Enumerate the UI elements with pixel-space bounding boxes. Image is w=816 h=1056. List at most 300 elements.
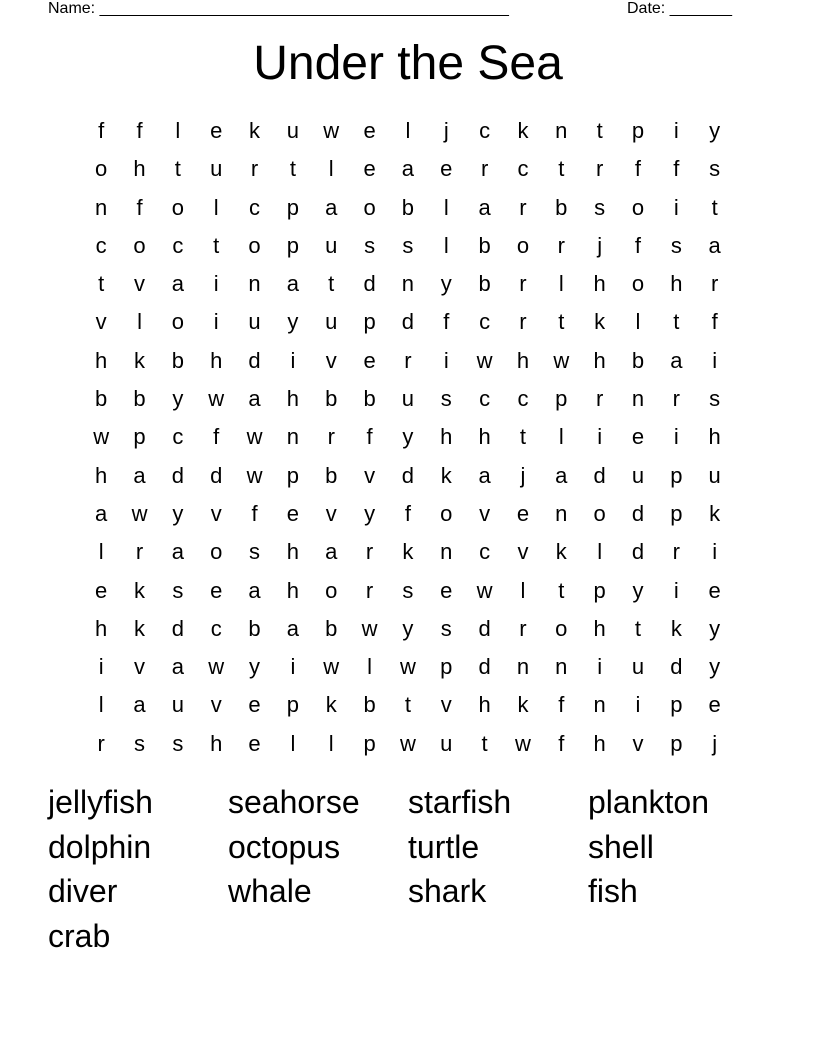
- grid-letter: n: [286, 424, 300, 450]
- grid-letter: n: [440, 539, 453, 565]
- word-list-item: plankton: [588, 784, 709, 820]
- grid-letter: p: [593, 577, 606, 603]
- grid-letter: l: [137, 309, 142, 335]
- grid-letter: e: [248, 692, 261, 718]
- grid-letter: i: [712, 539, 718, 565]
- grid-letter: p: [286, 462, 300, 488]
- grid-letter: n: [516, 654, 530, 680]
- grid-letter: f: [558, 692, 565, 718]
- grid-letter: t: [711, 194, 718, 220]
- grid-letter: b: [363, 386, 376, 412]
- grid-letter: u: [325, 232, 338, 258]
- grid-letter: s: [134, 730, 146, 756]
- word-list-item: octopus: [228, 828, 341, 865]
- grid-letter: v: [632, 730, 644, 756]
- grid-letter: o: [555, 615, 568, 641]
- grid-letter: a: [478, 462, 491, 488]
- grid-letter: k: [555, 539, 567, 565]
- grid-letter: t: [404, 692, 411, 718]
- grid-letter: r: [519, 309, 527, 335]
- grid-row: [82, 725, 734, 763]
- grid-letter: w: [323, 654, 340, 680]
- grid-letter: l: [443, 232, 449, 258]
- grid-letter: r: [519, 194, 527, 220]
- grid-letter: p: [631, 118, 645, 143]
- grid-letter: a: [286, 271, 300, 297]
- grid-letter: a: [708, 232, 721, 258]
- grid-letter: s: [709, 156, 721, 182]
- grid-letter: k: [670, 615, 682, 641]
- grid-letter: f: [711, 309, 718, 335]
- grid-letter: a: [95, 500, 108, 526]
- grid-letter: k: [440, 462, 452, 488]
- grid-letter: y: [402, 615, 414, 641]
- grid-letter: r: [97, 730, 105, 756]
- grid-letter: a: [248, 386, 261, 412]
- grid-letter: i: [213, 309, 219, 335]
- grid-letter: w: [208, 386, 225, 412]
- grid-letter: b: [555, 194, 568, 220]
- grid-letter: f: [443, 309, 450, 335]
- grid-letter: w: [399, 730, 416, 756]
- grid-letter: e: [363, 347, 376, 373]
- grid-letter: i: [673, 118, 679, 143]
- grid-letter: h: [593, 347, 606, 373]
- grid-letter: i: [673, 424, 679, 450]
- date-field-label: Date: _______: [627, 0, 732, 17]
- grid-letter: a: [133, 462, 146, 488]
- grid-letter: h: [286, 386, 300, 412]
- grid-letter: l: [175, 118, 181, 143]
- grid-letter: i: [673, 194, 679, 220]
- grid-letter: t: [213, 232, 220, 258]
- grid-letter: a: [171, 539, 184, 565]
- grid-letter: r: [365, 539, 374, 565]
- grid-letter: i: [290, 654, 296, 680]
- word-list-item: shell: [588, 828, 654, 865]
- grid-letter: h: [593, 271, 606, 297]
- grid-letter: k: [249, 118, 261, 143]
- grid-letter: e: [516, 500, 530, 526]
- grid-letter: k: [594, 309, 606, 335]
- grid-letter: p: [670, 692, 683, 718]
- grid-letter: l: [597, 539, 603, 565]
- word-list: [48, 780, 768, 958]
- grid-letter: f: [136, 194, 143, 220]
- grid-letter: j: [712, 730, 718, 756]
- grid-letter: s: [172, 577, 184, 603]
- grid-letter: a: [248, 577, 261, 603]
- grid-letter: p: [670, 500, 683, 526]
- grid-letter: i: [443, 347, 449, 373]
- grid-letter: f: [558, 730, 565, 756]
- grid-letter: y: [632, 577, 644, 603]
- grid-letter: w: [553, 347, 570, 373]
- grid-letter: d: [478, 615, 491, 641]
- grid-letter: c: [479, 118, 491, 143]
- grid-letter: w: [246, 424, 263, 450]
- grid-letter: c: [95, 232, 107, 258]
- grid-letter: t: [558, 309, 565, 335]
- grid-letter: p: [133, 424, 146, 450]
- grid-letter: c: [210, 615, 222, 641]
- grid-letter: v: [134, 654, 146, 680]
- grid-letter: w: [515, 730, 531, 756]
- grid-row: [82, 648, 734, 686]
- grid-letter: e: [631, 424, 645, 450]
- grid-letter: a: [171, 654, 184, 680]
- grid-letter: e: [95, 577, 108, 603]
- grid-letter: i: [290, 347, 296, 373]
- grid-letter: a: [555, 462, 568, 488]
- grid-letter: r: [250, 156, 259, 182]
- grid-letter: a: [133, 692, 146, 718]
- grid-letter: s: [594, 194, 606, 220]
- grid-letter: j: [597, 232, 603, 258]
- grid-letter: a: [171, 271, 184, 297]
- grid-letter: c: [517, 156, 529, 182]
- grid-letter: i: [98, 654, 104, 680]
- grid-letter: k: [402, 539, 414, 565]
- grid-letter: d: [631, 500, 645, 526]
- grid-row: [82, 189, 734, 227]
- grid-letter: d: [401, 462, 415, 488]
- grid-letter: w: [208, 654, 225, 680]
- grid-letter: d: [171, 615, 184, 641]
- grid-letter: c: [172, 424, 184, 450]
- grid-letter: u: [401, 386, 415, 412]
- grid-letter: v: [517, 539, 529, 565]
- word-list-item: crab: [48, 917, 111, 954]
- grid-letter: r: [672, 539, 680, 565]
- grid-letter: n: [248, 271, 261, 297]
- grid-letter: t: [558, 156, 565, 182]
- grid-letter: d: [401, 309, 415, 335]
- grid-letter: t: [673, 309, 680, 335]
- grid-letter: s: [670, 232, 682, 258]
- grid-letter: k: [325, 692, 337, 718]
- grid-letter: k: [134, 347, 146, 373]
- grid-letter: n: [555, 118, 568, 143]
- grid-letter: r: [404, 347, 412, 373]
- grid-letter: o: [248, 232, 261, 258]
- word-list-item: turtle: [408, 828, 480, 865]
- grid-letter: o: [516, 232, 530, 258]
- grid-letter: y: [709, 118, 721, 143]
- grid-letter: l: [367, 654, 373, 680]
- grid-letter: h: [286, 577, 300, 603]
- grid-letter: b: [401, 194, 415, 220]
- grid-letter: c: [249, 194, 261, 220]
- grid-letter: e: [210, 118, 223, 143]
- grid-letter: l: [520, 577, 526, 603]
- grid-letter: b: [325, 462, 338, 488]
- grid-letter: k: [517, 118, 529, 143]
- grid-letter: o: [133, 232, 146, 258]
- grid-letter: r: [595, 386, 604, 412]
- grid-letter: u: [708, 462, 721, 488]
- grid-letter: s: [440, 615, 452, 641]
- grid-letter: p: [286, 232, 300, 258]
- grid-letter: w: [476, 577, 493, 603]
- grid-letter: s: [709, 386, 721, 412]
- grid-letter: h: [95, 347, 108, 373]
- grid-letter: u: [171, 692, 184, 718]
- grid-letter: t: [558, 577, 565, 603]
- grid-letter: f: [366, 424, 373, 450]
- letter-grid: [82, 112, 734, 763]
- grid-letter: l: [213, 194, 219, 220]
- grid-letter: b: [325, 386, 338, 412]
- grid-row: [82, 265, 734, 303]
- grid-letter: e: [708, 577, 721, 603]
- grid-letter: l: [635, 309, 641, 335]
- grid-letter: j: [443, 118, 449, 143]
- grid-letter: l: [98, 692, 104, 718]
- grid-letter: b: [325, 615, 338, 641]
- grid-letter: k: [134, 615, 146, 641]
- grid-letter: o: [325, 577, 338, 603]
- grid-letter: n: [95, 194, 108, 220]
- grid-letter: k: [709, 500, 721, 526]
- grid-letter: o: [631, 271, 645, 297]
- grid-row: [82, 380, 734, 418]
- grid-letter: u: [210, 156, 223, 182]
- grid-letter: l: [328, 156, 334, 182]
- grid-letter: l: [328, 730, 334, 756]
- grid-letter: l: [558, 424, 564, 450]
- grid-letter: h: [286, 539, 300, 565]
- grid-letter: e: [286, 500, 300, 526]
- grid-letter: n: [593, 692, 606, 718]
- grid-letter: i: [597, 424, 603, 450]
- grid-letter: n: [401, 271, 415, 297]
- grid-letter: b: [363, 692, 376, 718]
- grid-letter: r: [327, 424, 335, 450]
- grid-letter: s: [249, 539, 261, 565]
- grid-letter: u: [325, 309, 338, 335]
- grid-row: [82, 112, 734, 150]
- grid-letter: h: [440, 424, 453, 450]
- grid-letter: p: [440, 654, 453, 680]
- grid-letter: o: [363, 194, 376, 220]
- grid-letter: v: [210, 692, 222, 718]
- grid-letter: f: [673, 156, 680, 182]
- grid-letter: h: [516, 347, 530, 373]
- grid-letter: i: [213, 271, 219, 297]
- grid-letter: e: [363, 118, 376, 143]
- word-list-item: whale: [228, 873, 312, 909]
- grid-letter: c: [517, 386, 529, 412]
- grid-letter: r: [557, 232, 565, 258]
- grid-letter: p: [670, 462, 683, 488]
- grid-letter: i: [597, 654, 603, 680]
- grid-letter: o: [171, 309, 184, 335]
- grid-letter: v: [440, 692, 452, 718]
- grid-letter: d: [631, 539, 645, 565]
- grid-letter: y: [709, 615, 721, 641]
- grid-letter: o: [95, 156, 108, 182]
- grid-row: [82, 572, 734, 610]
- grid-letter: l: [405, 118, 411, 143]
- grid-letter: w: [323, 118, 340, 143]
- grid-letter: r: [672, 386, 680, 412]
- grid-letter: y: [249, 654, 261, 680]
- grid-letter: f: [634, 232, 642, 258]
- grid-letter: f: [213, 424, 220, 450]
- grid-letter: d: [248, 347, 261, 373]
- grid-letter: t: [596, 118, 603, 143]
- grid-letter: l: [98, 539, 104, 565]
- grid-row: [82, 610, 734, 648]
- grid-letter: w: [399, 654, 416, 680]
- grid-letter: n: [555, 500, 568, 526]
- grid-letter: e: [248, 730, 261, 756]
- grid-letter: y: [440, 271, 452, 297]
- grid-letter: c: [479, 386, 491, 412]
- word-list-item: starfish: [408, 784, 512, 820]
- word-list-item: seahorse: [228, 784, 360, 820]
- grid-letter: b: [478, 271, 491, 297]
- grid-letter: h: [593, 730, 606, 756]
- grid-letter: t: [328, 271, 335, 297]
- grid-letter: c: [479, 539, 491, 565]
- grid-row: [82, 418, 734, 456]
- grid-letter: v: [95, 309, 107, 335]
- grid-letter: r: [135, 539, 144, 565]
- grid-letter: o: [631, 194, 645, 220]
- grid-letter: o: [210, 539, 223, 565]
- grid-letter: v: [325, 500, 337, 526]
- grid-letter: t: [174, 156, 181, 182]
- grid-letter: s: [364, 232, 376, 258]
- grid-letter: h: [95, 615, 108, 641]
- grid-letter: e: [440, 577, 453, 603]
- grid-letter: t: [519, 424, 527, 450]
- grid-letter: w: [246, 462, 263, 488]
- grid-letter: l: [558, 271, 564, 297]
- grid-letter: l: [443, 194, 449, 220]
- grid-letter: y: [364, 500, 376, 526]
- grid-letter: p: [363, 309, 376, 335]
- grid-letter: f: [136, 118, 143, 143]
- puzzle-title: Under the Sea: [253, 37, 563, 90]
- grid-letter: p: [286, 692, 300, 718]
- grid-letter: y: [287, 309, 299, 335]
- grid-letter: y: [172, 386, 184, 412]
- grid-letter: h: [478, 424, 491, 450]
- grid-letter: k: [517, 692, 529, 718]
- grid-letter: o: [440, 500, 453, 526]
- grid-letter: p: [363, 730, 376, 756]
- word-list-item: fish: [588, 873, 638, 909]
- grid-letter: j: [520, 462, 526, 488]
- word-list-item: diver: [48, 873, 118, 909]
- grid-letter: d: [210, 462, 223, 488]
- grid-letter: b: [631, 347, 645, 373]
- grid-letter: a: [325, 539, 338, 565]
- grid-letter: v: [134, 271, 146, 297]
- grid-letter: t: [481, 730, 488, 756]
- grid-letter: y: [709, 654, 721, 680]
- grid-letter: c: [479, 309, 491, 335]
- word-list-item: jellyfish: [48, 784, 153, 820]
- grid-letter: i: [712, 347, 718, 373]
- grid-row: [82, 342, 734, 380]
- grid-letter: p: [555, 386, 568, 412]
- grid-letter: b: [95, 386, 108, 412]
- name-field-label: Name: ______________________________________________: [48, 0, 509, 17]
- grid-letter: f: [98, 118, 105, 143]
- word-list-item: dolphin: [48, 828, 152, 865]
- grid-letter: e: [440, 156, 453, 182]
- grid-letter: b: [478, 232, 491, 258]
- grid-letter: p: [670, 730, 683, 756]
- grid-row: [82, 457, 734, 495]
- grid-letter: s: [402, 232, 414, 258]
- grid-letter: e: [363, 156, 376, 182]
- grid-letter: w: [131, 500, 148, 526]
- grid-letter: b: [248, 615, 261, 641]
- grid-letter: d: [171, 462, 184, 488]
- grid-letter: h: [708, 424, 721, 450]
- grid-letter: t: [98, 271, 105, 297]
- grid-letter: t: [289, 156, 296, 182]
- grid-letter: a: [325, 194, 338, 220]
- grid-letter: r: [595, 156, 604, 182]
- grid-letter: d: [363, 271, 376, 297]
- grid-letter: u: [248, 309, 261, 335]
- grid-letter: d: [670, 654, 683, 680]
- grid-letter: d: [593, 462, 606, 488]
- grid-letter: r: [711, 271, 719, 297]
- grid-letter: v: [479, 500, 491, 526]
- grid-letter: s: [172, 730, 184, 756]
- grid-letter: o: [171, 194, 184, 220]
- grid-letter: a: [478, 194, 491, 220]
- grid-letter: s: [402, 577, 414, 603]
- grid-letter: n: [555, 654, 568, 680]
- grid-row: [82, 686, 734, 724]
- grid-letter: w: [476, 347, 493, 373]
- grid-letter: f: [404, 500, 411, 526]
- grid-letter: u: [286, 118, 300, 143]
- grid-letter: s: [440, 386, 452, 412]
- grid-row: [82, 227, 734, 265]
- grid-letter: r: [480, 156, 489, 182]
- grid-letter: v: [325, 347, 337, 373]
- grid-letter: f: [251, 500, 258, 526]
- grid-letter: h: [478, 692, 491, 718]
- grid-letter: a: [401, 156, 415, 182]
- grid-letter: n: [631, 386, 645, 412]
- grid-letter: h: [670, 271, 683, 297]
- grid-letter: v: [364, 462, 376, 488]
- grid-letter: k: [134, 577, 146, 603]
- grid-letter: a: [286, 615, 300, 641]
- grid-letter: c: [172, 232, 184, 258]
- grid-letter: h: [210, 347, 223, 373]
- grid-letter: y: [402, 424, 414, 450]
- grid-letter: r: [365, 577, 374, 603]
- grid-letter: w: [361, 615, 378, 641]
- grid-letter: p: [286, 194, 300, 220]
- grid-letter: b: [133, 386, 146, 412]
- grid-letter: o: [593, 500, 606, 526]
- grid-letter: i: [673, 577, 679, 603]
- grid-letter: h: [133, 156, 146, 182]
- word-list-item: shark: [408, 873, 487, 909]
